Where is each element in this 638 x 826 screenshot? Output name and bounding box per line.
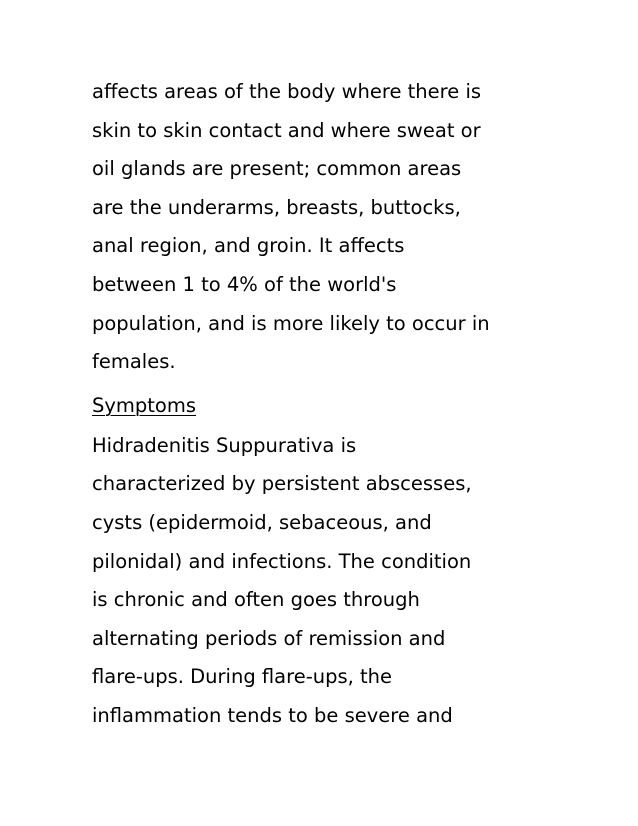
paragraph-line: anal region, and groin. It affects	[92, 234, 405, 258]
section-heading	[92, 384, 562, 427]
paragraph-line: oil glands are present; common areas	[92, 157, 462, 181]
paragraph-line: Hidradenitis Suppurativa is	[92, 433, 357, 457]
paragraph-line: are the underarms, breasts, buttocks,	[92, 195, 461, 219]
paragraph-line: affects areas of the body where there is	[92, 80, 482, 103]
paragraph-line: pilonidal) and infections. The condition	[92, 549, 472, 573]
paragraph-line: skin to skin contact and where sweat or	[92, 118, 481, 142]
section-heading-text: Symptoms	[92, 393, 197, 417]
symptoms-paragraph	[92, 427, 562, 736]
paragraph-line: between 1 to 4% of the world's	[92, 272, 397, 296]
paragraph-line: characterized by persistent abscesses,	[92, 472, 472, 496]
paragraph-line: inflammation tends to be severe and	[92, 703, 453, 727]
paragraph-line: flare-ups. During flare-ups, the	[92, 665, 393, 689]
paragraph-line: alternating periods of remission and	[92, 626, 446, 650]
paragraph-line: cysts (epidermoid, sebaceous, and	[92, 510, 432, 534]
document-page	[92, 73, 562, 736]
intro-paragraph	[92, 73, 562, 382]
paragraph-line: is chronic and often goes through	[92, 588, 420, 612]
paragraph-line: population, and is more likely to occur in	[92, 311, 490, 335]
paragraph-line: females.	[92, 350, 176, 374]
